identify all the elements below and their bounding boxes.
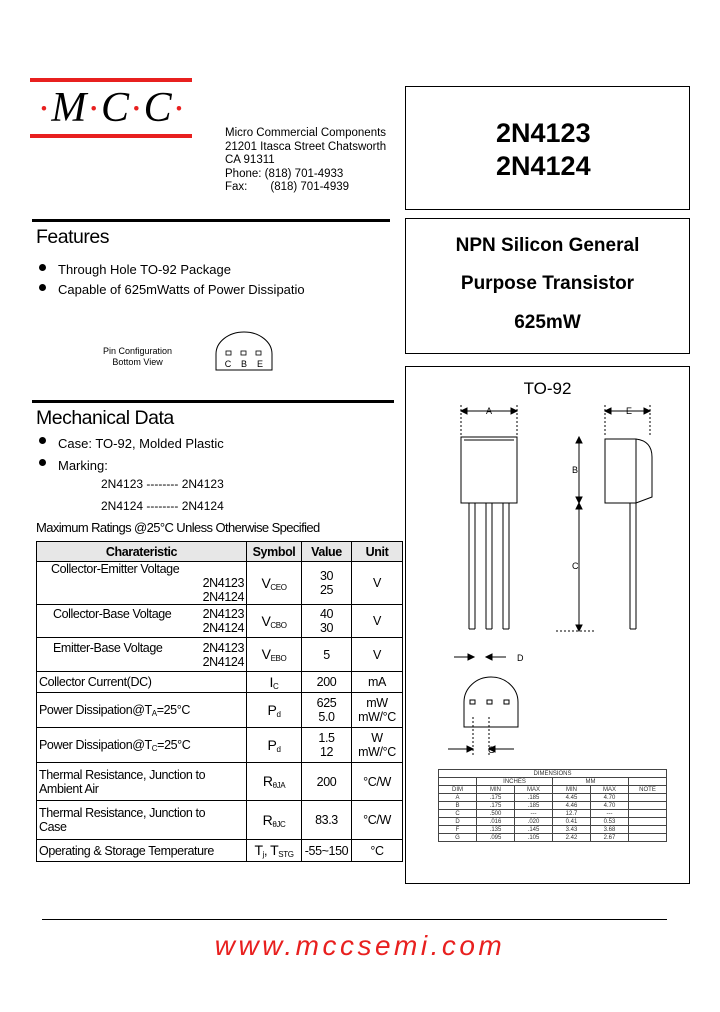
website-link[interactable]: www.mccsemi.com — [214, 930, 506, 961]
dim-label-b: B — [572, 465, 579, 475]
table-row: Thermal Resistance, Junction to Ambient Air RθJA 200 °C/W — [37, 763, 403, 801]
company-address — [225, 127, 386, 195]
pin-config-label: Pin Configuration Bottom View — [103, 346, 173, 367]
table-row: Power Dissipation@TC=25°C Pd 1.5 12 W mW/°C — [37, 728, 403, 763]
mechanical-divider — [32, 400, 394, 403]
table-row: Collector Current(DC) IC 200 mA — [37, 672, 403, 693]
company-phone: Phone: (818) 701-4933 — [225, 167, 344, 180]
description-line-3: 625mW — [514, 312, 581, 333]
table-row: Collector-Emitter Voltage 2N4123 2N4124 VCEO 30 25 V — [37, 562, 403, 605]
table-row: Thermal Resistance, Junction to Case RθJC 83.3 °C/W — [37, 801, 403, 840]
dims-row: C .500 --- 12.7 --- — [439, 810, 667, 818]
company-fax: Fax: (818) 701-4939 — [225, 181, 350, 193]
logo-bottom-bar — [30, 134, 192, 138]
dim-label-a: A — [486, 406, 493, 416]
mechanical-item: Case: TO-92, Molded Plastic — [37, 433, 224, 455]
table-row: Emitter-Base Voltage 2N4123 2N4124 VEBO 5 V — [37, 638, 403, 672]
dim-label-d: D — [517, 653, 524, 663]
rating-characteristic: Power Dissipation@TC=25°C — [37, 728, 247, 763]
part-number-box — [405, 86, 690, 210]
mechanical-title: Mechanical Data — [36, 407, 174, 429]
dims-col-dim: DIM — [439, 786, 477, 794]
mcc-logo: ·M·C·C· — [37, 85, 187, 131]
dimensions-table — [438, 769, 667, 842]
dims-col-max: MAX — [515, 786, 553, 794]
rating-characteristic: Collector Current(DC) — [37, 672, 247, 693]
feature-item: Capable of 625mWatts of Power Dissipatio — [37, 280, 305, 300]
rating-characteristic: Thermal Resistance, Junction to Ambient Air — [37, 763, 247, 801]
dims-group-mm: MM — [553, 778, 629, 786]
dims-row: D .016 .020 0.41 0.53 — [439, 818, 667, 826]
dims-col-min: MIN — [553, 786, 591, 794]
col-header-symbol: Symbol — [247, 542, 302, 562]
logo-text-c1: C — [100, 85, 130, 131]
dims-row: A .175 .185 4.45 4.70 — [439, 794, 667, 802]
dims-blank — [629, 778, 667, 786]
description-line-2: Purpose Transistor — [460, 273, 635, 294]
dims-title: DIMENSIONS — [439, 770, 667, 778]
logo-top-bar — [30, 78, 192, 82]
marking-row-2: 2N4124 -------- 2N4124 — [101, 499, 224, 513]
table-row: Power Dissipation@TA=25°C Pd 625 5.0 mW mW/°C — [37, 693, 403, 728]
dims-group-inches: INCHES — [477, 778, 553, 786]
col-header-value: Value — [302, 542, 352, 562]
dims-col-min: MIN — [477, 786, 515, 794]
max-ratings-table — [36, 541, 403, 862]
table-row: Operating & Storage Temperature Tj, TSTG -55~150 °C — [37, 840, 403, 862]
mechanical-list — [37, 433, 224, 477]
dims-row: G .095 .105 2.42 2.67 — [439, 834, 667, 842]
rating-characteristic: Collector-Emitter Voltage 2N4123 2N4124 — [37, 562, 247, 605]
feature-item: Through Hole TO-92 Package — [37, 260, 305, 280]
mechanical-item: Marking: — [37, 455, 224, 477]
pin-e-label: E — [256, 359, 264, 369]
dim-label-g: G — [488, 745, 496, 755]
rating-characteristic: Operating & Storage Temperature — [37, 840, 247, 862]
pin-c-label: C — [224, 359, 232, 369]
dims-blank — [439, 778, 477, 786]
package-title: TO-92 — [523, 379, 572, 398]
logo-text-c2: C — [143, 85, 173, 131]
company-street: 21201 Itasca Street Chatsworth — [225, 140, 387, 153]
dim-label-e: E — [626, 406, 633, 416]
rating-characteristic: Thermal Resistance, Junction to Case — [37, 801, 247, 840]
col-header-unit: Unit — [352, 542, 403, 562]
dims-col-max: MAX — [591, 786, 629, 794]
features-title: Features — [36, 226, 109, 248]
part-number-1: 2N4123 — [496, 118, 591, 148]
description-box — [405, 218, 690, 354]
to92-package-drawing — [406, 367, 689, 767]
part-number-2: 2N4124 — [496, 151, 591, 181]
rating-characteristic: Collector-Base Voltage 2N4123 2N4124 — [37, 605, 247, 638]
ratings-title: Maximum Ratings @25°C Unless Otherwise Specified — [36, 520, 320, 535]
features-divider — [32, 219, 390, 222]
company-name: Micro Commercial Components — [225, 127, 387, 139]
footer-divider — [42, 919, 667, 920]
col-header-characteristic: Charateristic — [37, 542, 247, 562]
rating-characteristic: Power Dissipation@TA=25°C — [37, 693, 247, 728]
pin-config-diagram — [212, 330, 276, 374]
features-list — [37, 260, 305, 300]
dims-row: B .175 .185 4.46 4.70 — [439, 802, 667, 810]
dim-label-c: C — [572, 561, 579, 571]
rating-characteristic: Emitter-Base Voltage 2N4123 2N4124 — [37, 638, 247, 672]
logo-text-m: M — [51, 85, 88, 131]
company-city: CA 91311 — [225, 154, 275, 166]
pin-b-label: B — [240, 359, 248, 369]
marking-row-1: 2N4123 -------- 2N4123 — [101, 477, 224, 491]
description-line-1: NPN Silicon General — [455, 235, 640, 256]
dims-row: F .135 .145 3.43 3.68 — [439, 826, 667, 834]
table-row: Collector-Base Voltage 2N4123 2N4124 VCBO 40 30 V — [37, 605, 403, 638]
dims-col-note: NOTE — [629, 786, 667, 794]
